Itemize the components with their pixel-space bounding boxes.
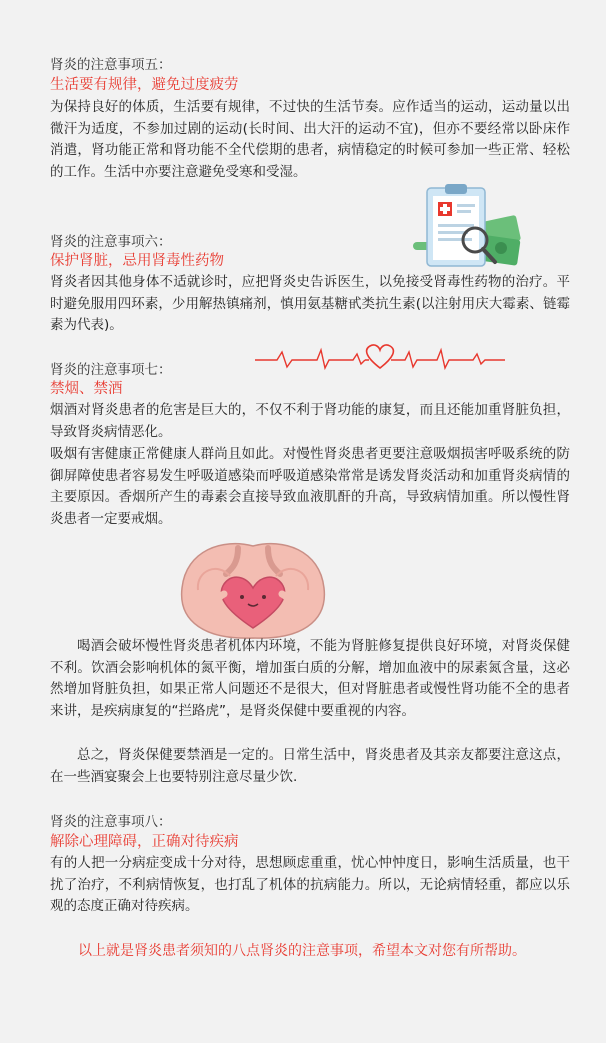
section8-subtitle: 解除心理障碍，正确对待疾病 bbox=[50, 834, 239, 850]
section5-subtitle: 生活要有规律，避免过度疲劳 bbox=[50, 77, 239, 93]
medical-clipboard-icon bbox=[405, 180, 525, 272]
kidney-heart-illustration bbox=[178, 540, 328, 642]
section5-body: 为保持良好的体质，生活要有规律，不过快的生活节奏。应作适当的运动，运动量以出微汗为适度，不参加过剧的运动(长时间、出大汗的运动不宜)，但亦不要经常以卧床作消遣，肾功能正常和肾功能不全代偿期的患者，病情稳定的时候可参加一些正常、轻松的工作。生活中亦要注意避免受寒和受湿。 bbox=[50, 99, 570, 180]
section7-body-1: 烟酒对肾炎患者的危害是巨大的，不仅不利于肾功能的康复，而且还能加重肾脏负担，导致肾炎病情恶化。 bbox=[50, 402, 570, 440]
section5-heading: 肾炎的注意事项五： bbox=[50, 57, 172, 73]
section7-heading: 肾炎的注意事项七： bbox=[50, 362, 172, 378]
section8-heading: 肾炎的注意事项八： bbox=[50, 814, 172, 830]
section8-body: 有的人把一分病症变成十分对待，思想顾虑重重，忧心忡忡度日，影响生活质量，也干扰了治疗，不利病情恢复，也打乱了机体的抗病能力。所以，无论病情轻重，都应以乐观的态度正确对待疾病。 bbox=[50, 855, 570, 914]
heartbeat-line-icon bbox=[255, 340, 505, 374]
section6-heading: 肾炎的注意事项六： bbox=[50, 234, 172, 250]
section6-body: 肾炎者因其他身体不适就诊时，应把肾炎史告诉医生，以免接受肾毒性药物的治疗。平时避免服用四环素，少用解热镇痛剂，慎用氨基糖甙类抗生素(以注射用庆大霉素、链霉素为代表)。 bbox=[50, 274, 570, 333]
section6-subtitle: 保护肾脏，忌用肾毒性药物 bbox=[50, 253, 224, 269]
section7-body-3: 喝酒会破坏慢性肾炎患者机体内环境，不能为肾脏修复提供良好环境，对肾炎保健不利。饮酒会影响机体的氮平衡，增加蛋白质的分解，增加血液中的尿素氮含量，这必然增加肾脏负担，如果正常人问题还不是很大，但对肾脏患者或慢性肾功能不全的患者来讲，是疾病康复的“拦路虎”，是肾炎保健中要重视的内容。 bbox=[50, 638, 570, 719]
closing-text: 以上就是肾炎患者须知的八点肾炎的注意事项，希望本文对您有所帮助。 bbox=[78, 943, 526, 959]
section7-body-4: 总之，肾炎保健要禁酒是一定的。日常生活中，肾炎患者及其亲友都要注意这点，在一些酒宴聚会上也要特别注意尽量少饮. bbox=[50, 747, 570, 785]
section7-body-2: 吸烟有害健康正常健康人群尚且如此。对慢性肾炎患者更要注意吸烟损害呼吸系统的防御屏障使患者容易发生呼吸道感染而呼吸道感染常常是诱发肾炎活动和加重肾炎病情的主要原因。香烟所产生的毒素会直接导致血液肌酐的升高，导致病情加重。所以慢性肾炎患者一定要戒烟。 bbox=[50, 446, 570, 527]
section7-subtitle: 禁烟、禁酒 bbox=[50, 381, 123, 397]
